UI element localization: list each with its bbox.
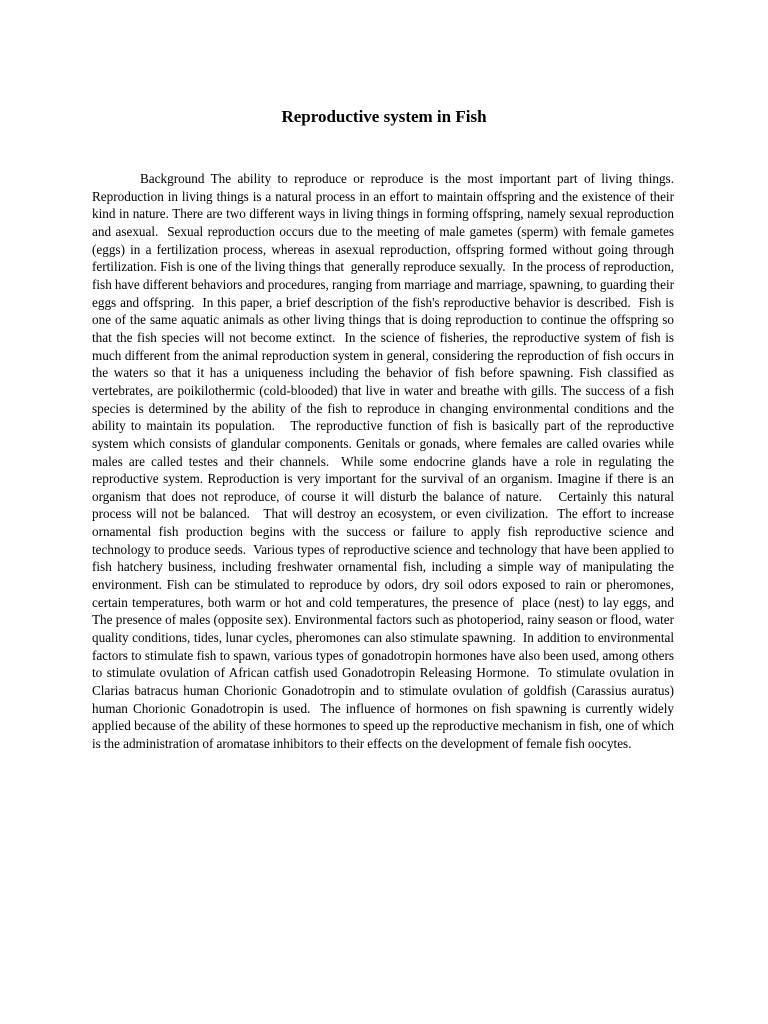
- body-paragraph: Background The ability to reproduce or reproduce is the most important part of living things. Reproduction in living things is a natural process in an effort to maintain offspring and the existence of their kind in nature. There are two different ways in living things in forming offspring, namely sexual reproduction and asexual. Sexual reproduction occurs due to the meeting of male gametes (sperm) with female gametes (eggs) in a fertilization process, whereas in asexual reproduction, offspring formed without going through fertilization. Fish is one of the living things that generally reproduce sexually. In the process of reproduction, fish have different behaviors and procedures, ranging from marriage and marriage, spawning, to guarding their eggs and offspring. In this paper, a brief description of the fish's reproductive behavior is described. Fish is one of the same aquatic animals as other living things that is doing reproduction to continue the offspring so that the fish species will not become extinct. In the science of fisheries, the reproductive system of fish is much different from the animal reproduction system in general, considering the reproduction of fish occurs in the waters so that it has a uniqueness including the behavior of fish before spawning. Fish classified as vertebrates, are poikilothermic (cold-blooded) that live in water and breathe with gills. The success of a fish species is determined by the ability of the fish to reproduce in changing environmental conditions and the ability to maintain its population. The reproductive function of fish is basically part of the reproductive system which consists of glandular components. Genitals or gonads, where females are called ovaries while males are called testes and their channels. While some endocrine glands have a role in regulating the reproductive system. Reproduction is very important for the survival of an organism. Imagine if there is an organism that does not reproduce, of course it will disturb the balance of nature. Certainly this natural process will not be balanced. That will destroy an ecosystem, or even civilization. The effort to increase ornamental fish production begins with the success or failure to apply fish reproductive science and technology to produce seeds. Various types of reproductive science and technology that have been applied to fish hatchery business, including freshwater ornamental fish, including a simple way of manipulating the environment. Fish can be stimulated to reproduce by odors, dry soil odors exposed to rain or pheromones, certain temperatures, both warm or hot and cold temperatures, the presence of place (nest) to lay eggs, and The presence of males (opposite sex). Environmental factors such as photoperiod, rainy season or flood, water quality conditions, tides, lunar cycles, pheromones can also stimulate spawning. In addition to environmental factors to stimulate fish to spawn, various types of gonadotropin hormones have also been used, among others to stimulate ovulation of African catfish used Gonadotropin Releasing Hormone. To stimulate ovulation in Clarias batracus human Chorionic Gonadotropin and to stimulate ovulation of goldfish (Carassius auratus) human Chorionic Gonadotropin is used. The influence of hormones on fish spawning is currently widely applied because of the ability of these hormones to speed up the reproductive mechanism in fish, one of which is the administration of aromatase inhibitors to their effects on the development of female fish oocytes.: [92, 171, 681, 751]
- document-title: Reproductive system in Fish: [281, 107, 487, 126]
